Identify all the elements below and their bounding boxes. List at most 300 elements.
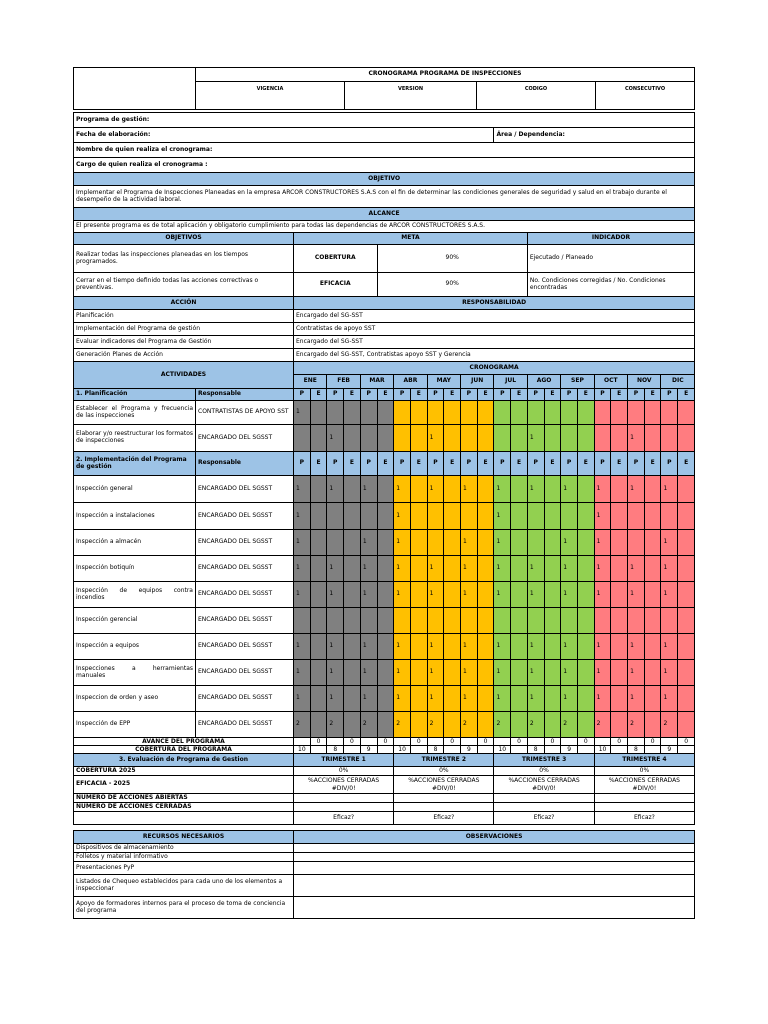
plan-header: P bbox=[661, 452, 678, 476]
plan-cell: 2 bbox=[561, 712, 578, 738]
plan-cell: 2 bbox=[360, 712, 377, 738]
plan-cell bbox=[527, 503, 544, 530]
exec-cell bbox=[511, 530, 528, 556]
exec-cell bbox=[544, 401, 561, 425]
exec-cell bbox=[477, 556, 494, 582]
plan-cell bbox=[461, 401, 478, 425]
plan-cell bbox=[628, 503, 645, 530]
avance-value: 0 bbox=[678, 738, 695, 746]
exec-cell bbox=[644, 476, 661, 503]
avance-spacer bbox=[294, 738, 311, 746]
exec-cell bbox=[678, 608, 695, 634]
exec-cell bbox=[477, 608, 494, 634]
plan-cell bbox=[461, 503, 478, 530]
month-abr: ABR bbox=[394, 375, 427, 389]
eficacia-value: #DIV/0! bbox=[431, 784, 456, 792]
eficacia-value: #DIV/0! bbox=[532, 784, 556, 792]
exec-cell bbox=[410, 634, 427, 660]
plan-cell: 1 bbox=[561, 686, 578, 712]
nombre-label: Nombre de quien realiza el cronograma: bbox=[74, 143, 695, 158]
activity-name: Inspección general bbox=[74, 476, 196, 503]
exec-cell bbox=[611, 556, 628, 582]
exec-cell bbox=[577, 582, 594, 608]
exec-header: E bbox=[410, 452, 427, 476]
avance-spacer bbox=[327, 738, 344, 746]
plan-header: P bbox=[594, 452, 611, 476]
activity-responsable: ENCARGADO DEL SGSST bbox=[196, 530, 294, 556]
plan-cell: 1 bbox=[494, 503, 511, 530]
exec-cell bbox=[477, 401, 494, 425]
month-oct: OCT bbox=[594, 375, 627, 389]
activity-row bbox=[74, 582, 695, 608]
objetivo-header: OBJETIVO bbox=[74, 173, 695, 186]
exec-cell bbox=[377, 712, 394, 738]
exec-header: E bbox=[644, 389, 661, 401]
meta-tipo-cobertura: COBERTURA bbox=[294, 245, 378, 273]
plan-header: P bbox=[527, 389, 544, 401]
cobertura-trimestre-4: 0% bbox=[594, 767, 695, 776]
avance-value: 0 bbox=[511, 738, 528, 746]
exec-cell bbox=[544, 712, 561, 738]
plan-header: P bbox=[294, 452, 311, 476]
exec-cell bbox=[577, 476, 594, 503]
exec-cell bbox=[377, 425, 394, 452]
cobertura-value: 10 bbox=[494, 746, 511, 754]
exec-header: E bbox=[444, 452, 461, 476]
plan-cell bbox=[527, 530, 544, 556]
month-jun: JUN bbox=[461, 375, 494, 389]
exec-cell bbox=[477, 712, 494, 738]
exec-header: E bbox=[477, 452, 494, 476]
exec-cell bbox=[577, 660, 594, 686]
exec-cell bbox=[511, 425, 528, 452]
plan-cell: 1 bbox=[661, 530, 678, 556]
plan-cell bbox=[394, 608, 411, 634]
objetivo-text: Implementar el Programa de Inspecciones Planeadas en la empresa ARCOR CONSTRUCTORES S.A.S con el fin de determinar las condiciones generales de seguridad y salud en el trabajo durante el desempeño de la actividad laboral. bbox=[74, 186, 695, 208]
plan-cell: 1 bbox=[427, 582, 444, 608]
exec-cell bbox=[377, 476, 394, 503]
plan-cell: 1 bbox=[294, 530, 311, 556]
plan-cell: 2 bbox=[327, 712, 344, 738]
plan-cell: 1 bbox=[294, 556, 311, 582]
exec-cell bbox=[310, 582, 327, 608]
exec-cell bbox=[577, 608, 594, 634]
plan-cell: 1 bbox=[294, 660, 311, 686]
plan-cell: 1 bbox=[327, 660, 344, 686]
month-mar: MAR bbox=[360, 375, 393, 389]
plan-cell: 1 bbox=[394, 686, 411, 712]
cobertura-spacer bbox=[444, 746, 461, 754]
programa-gestion-label: Programa de gestión: bbox=[74, 113, 695, 128]
plan-cell: 1 bbox=[427, 634, 444, 660]
exec-cell bbox=[377, 530, 394, 556]
exec-header: E bbox=[678, 452, 695, 476]
exec-cell bbox=[577, 686, 594, 712]
plan-cell: 1 bbox=[394, 530, 411, 556]
exec-cell bbox=[310, 503, 327, 530]
plan-cell: 1 bbox=[394, 582, 411, 608]
cobertura-value: 10 bbox=[394, 746, 411, 754]
exec-cell bbox=[310, 686, 327, 712]
exec-cell bbox=[678, 712, 695, 738]
avance-spacer bbox=[461, 738, 478, 746]
plan-header: P bbox=[461, 389, 478, 401]
exec-cell bbox=[577, 634, 594, 660]
exec-cell bbox=[444, 401, 461, 425]
trimestre-3-header: TRIMESTRE 3 bbox=[494, 754, 594, 767]
plan-cell bbox=[494, 608, 511, 634]
exec-cell bbox=[410, 425, 427, 452]
plan-header: P bbox=[394, 452, 411, 476]
acciones-cerradas-label: %ACCIONES CERRADAS bbox=[508, 776, 580, 784]
eficaz-t1: Eficaz? bbox=[294, 812, 394, 825]
avance-value: 0 bbox=[444, 738, 461, 746]
activity-row bbox=[74, 476, 695, 503]
plan-cell bbox=[628, 608, 645, 634]
activity-name: Inspeccion de orden y aseo bbox=[74, 686, 196, 712]
plan-cell: 1 bbox=[661, 686, 678, 712]
plan-cell: 1 bbox=[527, 476, 544, 503]
exec-cell bbox=[377, 634, 394, 660]
plan-cell bbox=[561, 425, 578, 452]
activity-responsable: ENCARGADO DEL SGSST bbox=[196, 634, 294, 660]
cargo-label: Cargo de quien realiza el cronograma : bbox=[74, 158, 695, 173]
plan-cell bbox=[461, 425, 478, 452]
plan-cell bbox=[661, 401, 678, 425]
plan-header: P bbox=[394, 389, 411, 401]
exec-cell bbox=[344, 686, 361, 712]
plan-cell: 1 bbox=[494, 686, 511, 712]
exec-cell bbox=[678, 634, 695, 660]
activity-responsable: ENCARGADO DEL SGSST bbox=[196, 503, 294, 530]
observacion-cell bbox=[294, 844, 695, 853]
plan-cell: 1 bbox=[461, 634, 478, 660]
exec-header: E bbox=[444, 389, 461, 401]
exec-cell bbox=[544, 634, 561, 660]
exec-cell bbox=[477, 425, 494, 452]
avance-spacer bbox=[527, 738, 544, 746]
avance-value: 0 bbox=[344, 738, 361, 746]
activity-row bbox=[74, 530, 695, 556]
objetivos-header: OBJETIVOS bbox=[74, 233, 294, 245]
plan-cell: 1 bbox=[527, 660, 544, 686]
plan-cell: 1 bbox=[561, 660, 578, 686]
plan-cell: 1 bbox=[427, 660, 444, 686]
exec-cell bbox=[544, 476, 561, 503]
plan-cell: 2 bbox=[427, 712, 444, 738]
plan-cell bbox=[594, 401, 611, 425]
exec-cell bbox=[611, 476, 628, 503]
exec-cell bbox=[511, 712, 528, 738]
exec-cell bbox=[410, 503, 427, 530]
plan-cell: 1 bbox=[461, 686, 478, 712]
exec-cell bbox=[577, 712, 594, 738]
exec-cell bbox=[544, 503, 561, 530]
avance-spacer bbox=[427, 738, 444, 746]
exec-cell bbox=[310, 401, 327, 425]
cobertura-value: 10 bbox=[594, 746, 611, 754]
plan-cell: 1 bbox=[427, 476, 444, 503]
eficacia-trimestre-2 bbox=[394, 776, 494, 794]
avance-row bbox=[74, 738, 695, 746]
exec-cell bbox=[611, 401, 628, 425]
exec-cell bbox=[644, 582, 661, 608]
acciones-cerradas-t4 bbox=[594, 803, 695, 812]
exec-header: E bbox=[310, 389, 327, 401]
acciones-cerradas-count-label: NUMERO DE ACCIONES CERRADAS bbox=[74, 803, 294, 812]
plan-header: P bbox=[494, 389, 511, 401]
plan-header: P bbox=[494, 452, 511, 476]
exec-header: E bbox=[611, 452, 628, 476]
cobertura-spacer bbox=[544, 746, 561, 754]
eficaz-spacer bbox=[74, 812, 294, 825]
plan-cell bbox=[527, 401, 544, 425]
meta-header: META bbox=[294, 233, 528, 245]
eficacia-value: #DIV/0! bbox=[632, 784, 657, 792]
plan-cell bbox=[327, 530, 344, 556]
exec-cell bbox=[678, 476, 695, 503]
plan-cell bbox=[561, 503, 578, 530]
acciones-abiertas-t2 bbox=[394, 794, 494, 803]
exec-cell bbox=[577, 503, 594, 530]
exec-header: E bbox=[577, 389, 594, 401]
exec-cell bbox=[310, 712, 327, 738]
plan-cell: 1 bbox=[527, 582, 544, 608]
plan-cell: 1 bbox=[360, 686, 377, 712]
avance-value: 0 bbox=[611, 738, 628, 746]
responsabilidad-item: Encargado del SG-SST bbox=[294, 310, 695, 323]
plan-cell bbox=[494, 425, 511, 452]
exec-cell bbox=[644, 401, 661, 425]
exec-cell bbox=[410, 660, 427, 686]
activity-responsable: ENCARGADO DEL SGSST bbox=[196, 608, 294, 634]
exec-cell bbox=[444, 556, 461, 582]
plan-cell: 2 bbox=[494, 712, 511, 738]
exec-cell bbox=[477, 503, 494, 530]
exec-cell bbox=[644, 425, 661, 452]
recurso-item: Apoyo de formadores internos para el proceso de toma de conciencia del programa bbox=[74, 897, 294, 919]
plan-cell bbox=[327, 503, 344, 530]
eficaz-t3: Eficaz? bbox=[494, 812, 594, 825]
consecutivo-label: CONSECUTIVO bbox=[596, 82, 695, 110]
recurso-item: Dispositivos de almacenamiento bbox=[74, 844, 294, 853]
exec-cell bbox=[577, 556, 594, 582]
exec-header: E bbox=[544, 452, 561, 476]
exec-cell bbox=[611, 503, 628, 530]
cobertura-spacer bbox=[611, 746, 628, 754]
plan-cell: 1 bbox=[461, 530, 478, 556]
exec-cell bbox=[444, 530, 461, 556]
exec-cell bbox=[644, 686, 661, 712]
exec-cell bbox=[377, 608, 394, 634]
responsable-header: Responsable bbox=[196, 389, 294, 401]
avance-value: 0 bbox=[644, 738, 661, 746]
exec-cell bbox=[444, 660, 461, 686]
activity-name: Establecer el Programa y frecuencia de las inspecciones bbox=[74, 401, 196, 425]
exec-cell bbox=[544, 660, 561, 686]
activity-responsable: ENCARGADO DEL SGSST bbox=[196, 476, 294, 503]
responsabilidad-item: Contratistas de apoyo SST bbox=[294, 323, 695, 336]
activity-responsable: ENCARGADO DEL SGSST bbox=[196, 686, 294, 712]
main-table bbox=[73, 112, 695, 919]
plan-cell: 1 bbox=[628, 425, 645, 452]
plan-cell: 1 bbox=[661, 582, 678, 608]
accion-item: Evaluar indicadores del Programa de Gestión bbox=[74, 336, 294, 349]
plan-cell: 1 bbox=[494, 582, 511, 608]
plan-cell: 1 bbox=[360, 582, 377, 608]
activity-responsable: ENCARGADO DEL SGSST bbox=[196, 712, 294, 738]
meta-objetivo-cobertura: Realizar todas las inspecciones planeadas en los tiempos programados. bbox=[74, 245, 294, 273]
plan-cell: 1 bbox=[461, 476, 478, 503]
recurso-item: Folletos y material informativo bbox=[74, 853, 294, 862]
plan-cell: 1 bbox=[327, 425, 344, 452]
evaluacion-title: 3. Evaluación de Programa de Gestion bbox=[74, 754, 294, 767]
plan-header: P bbox=[628, 452, 645, 476]
exec-cell bbox=[377, 660, 394, 686]
exec-header: E bbox=[611, 389, 628, 401]
plan-cell: 1 bbox=[527, 634, 544, 660]
accion-header: ACCIÓN bbox=[74, 297, 294, 310]
plan-cell: 1 bbox=[661, 556, 678, 582]
activity-responsable: ENCARGADO DEL SGSST bbox=[196, 582, 294, 608]
avance-spacer bbox=[360, 738, 377, 746]
plan-cell bbox=[294, 425, 311, 452]
plan-cell bbox=[360, 401, 377, 425]
plan-cell: 1 bbox=[461, 660, 478, 686]
plan-cell: 1 bbox=[327, 686, 344, 712]
indicador-header: INDICADOR bbox=[527, 233, 694, 245]
alcance-text: El presente programa es de total aplicación y obligatorio cumplimiento para todas las dependencias de ARCOR CONSTRUCTORES S.A.S. bbox=[74, 221, 695, 233]
exec-cell bbox=[444, 712, 461, 738]
plan-cell bbox=[628, 401, 645, 425]
trimestre-2-header: TRIMESTRE 2 bbox=[394, 754, 494, 767]
trimestre-4-header: TRIMESTRE 4 bbox=[594, 754, 695, 767]
exec-cell bbox=[644, 660, 661, 686]
exec-header: E bbox=[511, 452, 528, 476]
exec-cell bbox=[344, 476, 361, 503]
plan-cell: 1 bbox=[360, 556, 377, 582]
cobertura-spacer bbox=[344, 746, 361, 754]
plan-cell: 1 bbox=[594, 634, 611, 660]
avance-value: 0 bbox=[377, 738, 394, 746]
month-nov: NOV bbox=[628, 375, 661, 389]
plan-header: P bbox=[628, 389, 645, 401]
exec-cell bbox=[310, 634, 327, 660]
plan-header: P bbox=[327, 389, 344, 401]
exec-cell bbox=[644, 712, 661, 738]
month-jul: JUL bbox=[494, 375, 527, 389]
exec-cell bbox=[477, 476, 494, 503]
activity-name: Inspección de EPP bbox=[74, 712, 196, 738]
plan-cell: 1 bbox=[628, 686, 645, 712]
meta-tipo-eficacia: EFICACIA bbox=[294, 273, 378, 297]
month-ago: AGO bbox=[527, 375, 560, 389]
cobertura-value: 9 bbox=[461, 746, 478, 754]
cobertura-trimestre-2: 0% bbox=[394, 767, 494, 776]
exec-cell bbox=[577, 530, 594, 556]
exec-cell bbox=[444, 634, 461, 660]
exec-cell bbox=[544, 608, 561, 634]
plan-cell bbox=[594, 608, 611, 634]
activity-responsable: CONTRATISTAS DE APOYO SST bbox=[196, 401, 294, 425]
activity-row bbox=[74, 686, 695, 712]
observacion-cell bbox=[294, 853, 695, 862]
meta-objetivo-eficacia: Cerrar en el tiempo definido todas las acciones correctivas o preventivas. bbox=[74, 273, 294, 297]
exec-cell bbox=[644, 634, 661, 660]
plan-cell bbox=[427, 401, 444, 425]
responsabilidad-item: Encargado del SG-SST bbox=[294, 336, 695, 349]
plan-cell bbox=[327, 608, 344, 634]
plan-cell: 1 bbox=[628, 660, 645, 686]
month-ene: ENE bbox=[294, 375, 327, 389]
plan-cell: 1 bbox=[360, 634, 377, 660]
plan-cell: 1 bbox=[427, 686, 444, 712]
version-label: VERSION bbox=[345, 82, 477, 110]
plan-cell: 1 bbox=[561, 530, 578, 556]
plan-header: P bbox=[527, 452, 544, 476]
responsabilidad-item: Encargado del SG-SST, Contratistas apoyo SST y Gerencia bbox=[294, 349, 695, 362]
logo-cell bbox=[74, 68, 196, 110]
plan-cell bbox=[394, 425, 411, 452]
section2-title: 2. Implementación del Programa de gestión bbox=[74, 452, 196, 476]
exec-header: E bbox=[477, 389, 494, 401]
exec-cell bbox=[678, 503, 695, 530]
section1-title: 1. Planificación bbox=[74, 389, 196, 401]
avance-spacer bbox=[394, 738, 411, 746]
avance-label: AVANCE DEL PROGRAMA bbox=[74, 738, 294, 746]
plan-header: P bbox=[594, 389, 611, 401]
avance-value: 0 bbox=[544, 738, 561, 746]
plan-header: P bbox=[427, 452, 444, 476]
plan-cell: 1 bbox=[394, 556, 411, 582]
plan-cell: 1 bbox=[327, 634, 344, 660]
accion-item: Planificación bbox=[74, 310, 294, 323]
alcance-header: ALCANCE bbox=[74, 208, 695, 221]
plan-cell bbox=[427, 530, 444, 556]
plan-cell: 1 bbox=[594, 476, 611, 503]
exec-header: E bbox=[310, 452, 327, 476]
exec-cell bbox=[344, 401, 361, 425]
plan-cell bbox=[628, 530, 645, 556]
exec-cell bbox=[577, 401, 594, 425]
activity-row bbox=[74, 634, 695, 660]
plan-cell: 1 bbox=[494, 660, 511, 686]
plan-cell bbox=[327, 401, 344, 425]
avance-value: 0 bbox=[577, 738, 594, 746]
exec-cell bbox=[444, 503, 461, 530]
exec-header: E bbox=[511, 389, 528, 401]
activity-name: Inspección a almacén bbox=[74, 530, 196, 556]
cobertura-spacer bbox=[310, 746, 327, 754]
codigo-label: CODIGO bbox=[477, 82, 596, 110]
acciones-cerradas-t3 bbox=[494, 803, 594, 812]
plan-cell: 1 bbox=[294, 686, 311, 712]
plan-cell: 1 bbox=[561, 556, 578, 582]
plan-cell: 1 bbox=[327, 476, 344, 503]
cobertura-value: 8 bbox=[427, 746, 444, 754]
section1-body bbox=[74, 401, 695, 452]
meta-valor-cobertura: 90% bbox=[377, 245, 527, 273]
plan-cell: 1 bbox=[294, 401, 311, 425]
activity-row bbox=[74, 660, 695, 686]
acciones-abiertas-t1 bbox=[294, 794, 394, 803]
eficacia-value: #DIV/0! bbox=[331, 784, 356, 792]
fecha-elaboracion-label: Fecha de elaboración: bbox=[74, 128, 494, 143]
exec-cell bbox=[344, 556, 361, 582]
plan-cell: 1 bbox=[661, 634, 678, 660]
cobertura-spacer bbox=[644, 746, 661, 754]
plan-cell bbox=[661, 503, 678, 530]
